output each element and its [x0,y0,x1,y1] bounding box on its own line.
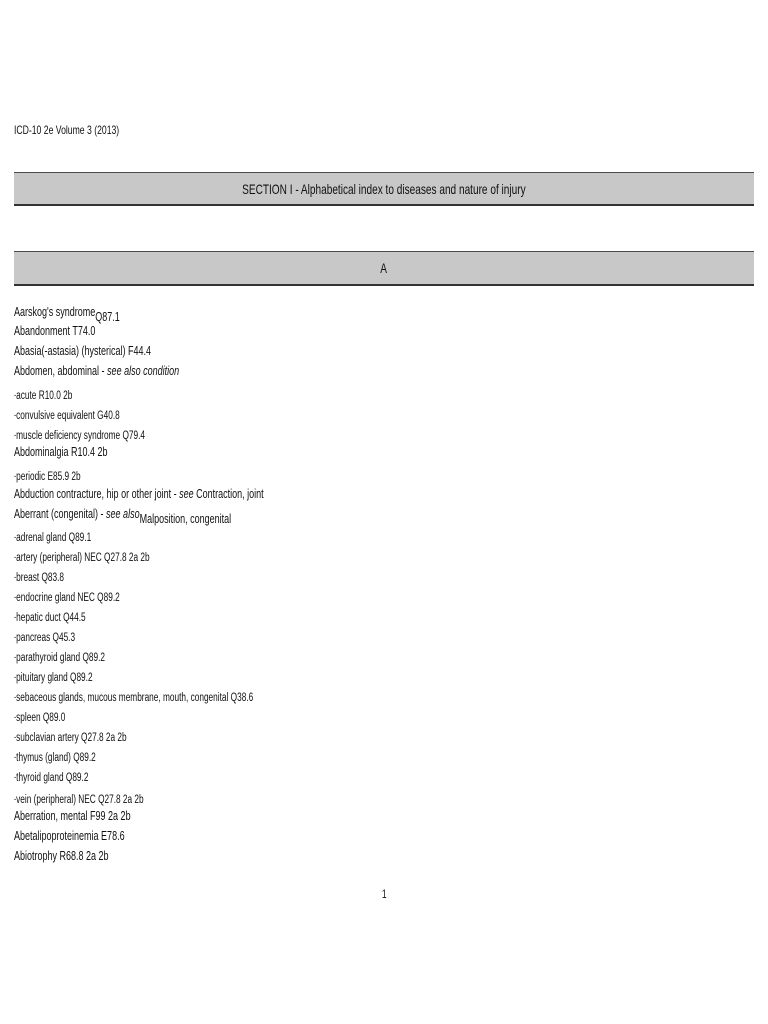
subentry-marker: - [14,612,17,622]
entry-text: vein (peripheral) NEC Q27.8 2a 2b [16,794,144,806]
see-target: Malposition, congenital [139,512,232,526]
subentry-marker: - [14,532,17,542]
entry-text: periodic E85.9 2b [16,471,81,483]
index-subentry [14,533,91,545]
index-subentry [14,613,86,625]
entry-code: Q87.1 [95,310,120,324]
index-subentry [14,472,81,484]
subentry-marker: - [14,410,17,420]
entry-text: Abdominalgia R10.4 2b [14,445,108,459]
see-reference: see also condition [107,364,180,378]
index-subentry [14,673,93,685]
entry-text: Abetalipoproteinemia E78.6 [14,829,125,843]
index-subentry [14,633,75,645]
entry-text: pituitary gland Q89.2 [16,672,93,684]
entry-text: thymus (gland) Q89.2 [16,752,96,764]
index-subentry [14,733,127,745]
entry-text: pancreas Q45.3 [16,632,76,644]
index-subentry [14,573,64,585]
index-subentry [14,593,120,605]
entry-text: Abiotrophy R68.8 2a 2b [14,849,109,863]
entry-text: Abduction contracture, hip or other joint - [14,487,180,501]
index-subentry [14,753,96,765]
see-reference: see also [106,507,140,521]
index-subentry [14,391,72,403]
entry-text: adrenal gland Q89.1 [16,532,92,544]
subentry-marker: - [14,732,17,742]
index-entry [14,305,120,324]
entry-text: Aarskog's syndrome [14,305,96,319]
entry-text: breast Q83.8 [16,572,65,584]
entry-text: spleen Q89.0 [16,712,66,724]
index-entry [14,810,131,823]
entry-text: thyroid gland Q89.2 [16,772,89,784]
index-subentry [14,713,65,725]
see-reference: see [179,487,194,501]
letter-heading: A [380,260,388,276]
subentry-marker: - [14,672,17,682]
subentry-marker: - [14,692,17,702]
subentry-marker: - [14,552,17,562]
entry-text: acute R10.0 2b [16,390,73,402]
subentry-marker: - [14,772,17,782]
subentry-marker: - [14,390,17,400]
entry-text: artery (peripheral) NEC Q27.8 2a 2b [16,552,150,564]
subentry-marker: - [14,632,17,642]
index-subentry [14,553,150,565]
index-entry [14,365,179,378]
section-title: SECTION I - Alphabetical index to diseases and nature of injury [242,180,526,197]
index-entry [14,830,125,843]
index-subentry [14,411,120,423]
see-target: Contraction, joint [193,487,264,501]
entry-text: Abasia(-astasia) (hysterical) F44.4 [14,344,152,358]
subentry-marker: - [14,712,17,722]
subentry-marker: - [14,794,17,804]
page-number-text: 1 [381,887,387,901]
subentry-marker: - [14,572,17,582]
index-entry [14,507,232,526]
entry-text: Abdomen, abdominal - [14,364,108,378]
index-subentry [14,431,145,443]
subentry-marker: - [14,592,17,602]
index-entry [14,488,264,501]
index-entry [14,850,109,863]
index-subentry [14,773,88,785]
entry-text: sebaceous glands, mucous membrane, mouth, congenital Q38.6 [16,692,254,704]
entry-text: convulsive equivalent G40.8 [16,410,120,422]
index-subentry [14,693,253,705]
entry-text: hepatic duct Q44.5 [16,612,86,624]
subentry-marker: - [14,471,17,481]
entry-text: Aberrant (congenital) - [14,507,107,521]
index-entry [14,446,108,459]
entry-text: muscle deficiency syndrome Q79.4 [16,430,146,442]
entry-text: Aberration, mental F99 2a 2b [14,809,131,823]
index-entry [14,325,95,338]
subentry-marker: - [14,752,17,762]
entry-text: parathyroid gland Q89.2 [16,652,106,664]
index-entry [14,345,151,358]
index-subentry [14,653,105,665]
entry-text: endocrine gland NEC Q89.2 [16,592,120,604]
index-subentry [14,795,144,807]
entry-text: subclavian artery Q27.8 2a 2b [16,732,127,744]
subentry-marker: - [14,430,17,440]
page-number [0,887,768,901]
document-header: ICD-10 2e Volume 3 (2013) [14,123,120,137]
subentry-marker: - [14,652,17,662]
entry-text: Abandonment T74.0 [14,324,96,338]
